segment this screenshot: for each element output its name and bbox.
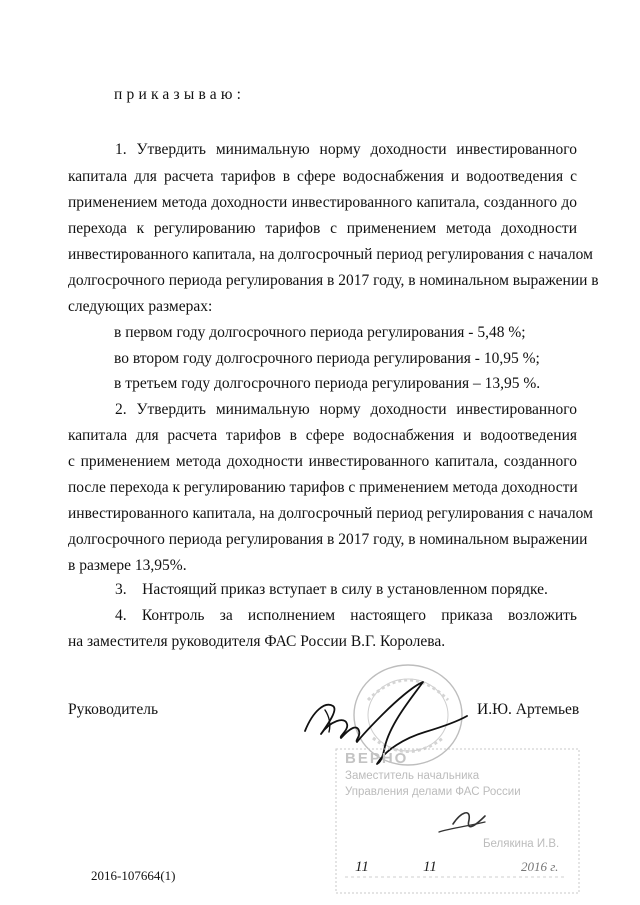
rate-year-1: в первом году долгосрочного периода регулирования - 5,48 %;	[114, 324, 526, 341]
stamp-verified: ВЕРНО	[345, 750, 409, 767]
paragraph-4-line-1: 4. Контроль за исполнением настоящего приказа возложить	[115, 607, 577, 624]
paragraph-2-line-2: капитала для расчета тарифов в сфере водоснабжения и водоотведения	[68, 427, 577, 444]
paragraph-2-line-4: после перехода к регулированию тарифов с применением метода доходности	[68, 479, 578, 496]
stamp-title-2: Управления делами ФАС России	[345, 786, 521, 798]
document-number: 2016-107664(1)	[91, 868, 176, 883]
stamp-signer: Белякина И.В.	[483, 838, 560, 850]
paragraph-3: 3. Настоящий приказ вступает в силу в установленном порядке.	[115, 581, 548, 598]
paragraph-4-line-2: на заместителя руководителя ФАС России В.Г. Королева.	[68, 633, 446, 650]
paragraph-2-line-1: 2. Утвердить минимальную норму доходности инвестированного	[115, 401, 577, 418]
order-heading: приказываю:	[114, 86, 246, 103]
paragraph-2-line-7: в размере 13,95%.	[68, 557, 187, 574]
paragraph-2-line-3: с применением метода доходности инвестированного капитала, созданного	[68, 453, 577, 470]
stamp-year: 2016 г.	[521, 859, 559, 874]
paragraph-2-line-5: инвестированного капитала, на долгосрочный период регулирования с началом	[68, 505, 593, 522]
signatory-position: Руководитель	[68, 701, 159, 718]
rate-year-2: во втором году долгосрочного периода регулирования - 10,95 %;	[114, 350, 540, 367]
rate-year-3: в третьем году долгосрочного периода регулирования – 13,95 %.	[114, 375, 541, 392]
signatory-name: И.Ю. Артемьев	[477, 701, 580, 718]
paragraph-1-line-7: следующих размерах:	[68, 298, 213, 315]
paragraph-1-line-6: долгосрочного периода регулирования в 2017 году, в номинальном выражении в	[68, 272, 599, 289]
paragraph-1-line-2: капитала для расчета тарифов в сфере водоснабжения и водоотведения с	[68, 168, 577, 185]
paragraph-1-line-1: 1. Утвердить минимальную норму доходности инвестированного	[115, 141, 577, 158]
paragraph-1-line-5: инвестированного капитала, на долгосрочный период регулирования с началом	[68, 246, 593, 263]
certification-stamp	[335, 746, 580, 896]
paragraph-1-line-4: перехода к регулированию тарифов с применением метода доходности	[68, 220, 577, 237]
stamp-title-1: Заместитель начальника	[345, 770, 480, 782]
stamp-day: 11	[355, 859, 369, 875]
paragraph-1-line-3: применением метода доходности инвестированного капитала, созданного до	[68, 194, 577, 211]
stamp-month: 11	[423, 859, 437, 875]
paragraph-2-line-6: долгосрочного периода регулирования в 2017 году, в номинальном выражении	[68, 531, 588, 548]
